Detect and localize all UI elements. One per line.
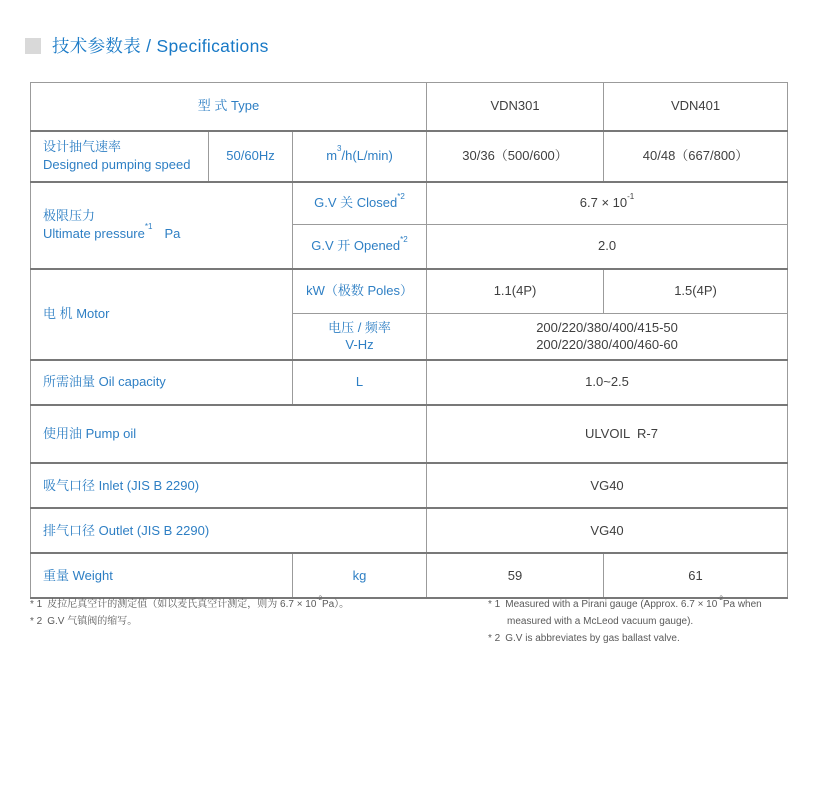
pumping-speed-label-en: Designed pumping speed (43, 157, 191, 172)
footnote-en-1-post: Pa when (722, 599, 762, 610)
motor-power-a-cell (427, 269, 604, 314)
footnote-ref-2: *2 (400, 234, 408, 244)
ultimate-pressure-label-cell (31, 182, 293, 269)
footnote-text (505, 596, 792, 613)
motor-power-b-cell (604, 269, 788, 314)
footnote-zh-1-post: Pa）。 (321, 599, 350, 610)
outlet-label: 排气口径 Outlet (JIS B 2290) (43, 522, 210, 538)
type-header-cell (31, 83, 427, 131)
footnote-ref-1: *1 (144, 222, 153, 232)
ultimate-pressure-en-text: Ultimate pressure (43, 226, 145, 241)
weight-unit: kg (352, 567, 367, 583)
gv-opened-value: 2.0 (597, 238, 617, 254)
gv-opened-label (311, 234, 408, 254)
inlet-label: 吸气口径 Inlet (JIS B 2290) (43, 477, 200, 493)
footnote-zh-2 (30, 613, 488, 630)
weight-value-b: 61 (688, 567, 703, 583)
motor-label: 电 机 Motor (43, 306, 110, 322)
weight-label-cell (31, 553, 293, 598)
gv-closed-text: G.V 关 Closed (314, 195, 398, 211)
footnote-en-2 (488, 630, 792, 647)
outlet-value: VG40 (590, 522, 624, 538)
row-pumping-speed (31, 131, 788, 182)
gv-opened-label-cell (293, 225, 427, 269)
motor-voltage-label-line2: V-Hz (345, 337, 374, 353)
weight-value-a: 59 (507, 567, 523, 583)
row-motor-power (31, 269, 788, 314)
pumping-speed-label-cell (31, 131, 209, 182)
footnote-en-1 (488, 596, 792, 613)
motor-power-label-cell (293, 269, 427, 314)
model-b-label: VDN401 (670, 98, 721, 114)
weight-value-b-cell (604, 553, 788, 598)
gv-closed-label-cell (293, 182, 427, 225)
motor-voltage-label-cell (293, 314, 427, 360)
gv-closed-label (314, 191, 405, 211)
pump-oil-label-cell (31, 405, 427, 464)
oil-capacity-label-cell (31, 360, 293, 405)
footnote-ref-2: *2 (397, 191, 405, 201)
motor-voltage-value-line1: 200/220/380/400/415-50 (536, 319, 678, 335)
pumping-speed-value-b: 40/48（667/800） (642, 148, 749, 164)
type-header-label: 型 式 Type (197, 98, 260, 114)
unit-base: m (326, 148, 338, 164)
section-title (25, 33, 269, 58)
motor-power-b: 1.5(4P) (674, 283, 717, 299)
pumping-speed-value-b-cell (604, 131, 788, 182)
pump-oil-value-cell (427, 405, 788, 464)
spec-table (30, 82, 788, 599)
outlet-value-cell (427, 508, 788, 553)
row-pump-oil (31, 405, 788, 464)
footnote-marker: * 1 (30, 599, 43, 610)
footnote-zh-1 (30, 596, 488, 613)
oil-capacity-label: 所需油量 Oil capacity (43, 374, 166, 390)
pumping-speed-unit-cell (293, 131, 427, 182)
motor-voltage-value-cell (427, 314, 788, 360)
pumping-speed-freq: 50/60Hz (226, 148, 275, 164)
weight-unit-cell (293, 553, 427, 598)
row-inlet (31, 463, 788, 508)
oil-capacity-value-cell (427, 360, 788, 405)
pump-oil-value: ULVOIL R-7 (585, 426, 658, 442)
row-outlet (31, 508, 788, 553)
model-a-cell (427, 83, 604, 131)
footnotes-chinese (30, 596, 488, 647)
gv-opened-value-cell (427, 225, 788, 269)
footnote-zh-1-exponent: -2 (316, 594, 322, 602)
oil-capacity-value: 1.0~2.5 (585, 374, 629, 390)
unit-rest: /h(L/min) (341, 148, 393, 164)
ultimate-pressure-label-en (43, 222, 286, 243)
gv-closed-value-base: 6.7 × 10 (579, 195, 628, 211)
motor-voltage-value-line2: 200/220/380/400/460-60 (536, 337, 678, 353)
row-type-header (31, 83, 788, 131)
footnotes-english (488, 596, 792, 647)
motor-power-a: 1.1(4P) (493, 283, 537, 299)
pumping-speed-unit (326, 144, 393, 164)
model-a-label: VDN301 (490, 98, 540, 114)
unit-superscript: 3 (337, 144, 342, 154)
row-weight (31, 553, 788, 598)
footnote-text: measured with a McLeod vacuum gauge). (507, 616, 694, 627)
weight-label: 重量 Weight (43, 567, 113, 583)
inlet-value: VG40 (590, 477, 624, 493)
footnotes (30, 596, 792, 647)
footnote-en-1-exponent: -2 (717, 594, 723, 602)
gv-closed-value-exponent: -1 (627, 191, 635, 201)
pumping-speed-value-a-cell (427, 131, 604, 182)
gv-closed-value (579, 191, 635, 211)
page-title: 技术参数表 / Specifications (52, 36, 269, 56)
inlet-value-cell (427, 463, 788, 508)
gv-closed-value-cell (427, 182, 788, 225)
footnote-marker: * 2 (30, 616, 43, 627)
footnote-marker: * 2 (488, 633, 501, 644)
footnote-en-1-pre: Measured with a Pirani gauge (Approx. 6.7 × 10 (505, 599, 718, 610)
pumping-speed-label-zh: 设计抽气速率 (43, 139, 122, 155)
row-oil-capacity (31, 360, 788, 405)
ultimate-pressure-unit: Pa (164, 226, 181, 241)
outlet-label-cell (31, 508, 427, 553)
footnote-text: G.V 气镇阀的缩写。 (47, 616, 138, 627)
pumping-speed-value-a: 30/36（500/600） (462, 148, 568, 164)
motor-label-cell (31, 269, 293, 360)
motor-voltage-label-line1: 电压 / 频率 (328, 319, 391, 335)
footnote-en-1-continued (488, 613, 792, 630)
inlet-label-cell (31, 463, 427, 508)
gv-opened-text: G.V 开 Opened (311, 238, 401, 254)
footnote-text (47, 596, 488, 613)
model-b-cell (604, 83, 788, 131)
oil-capacity-unit: L (355, 374, 364, 390)
footnote-text: G.V is abbreviates by gas ballast valve. (505, 633, 680, 644)
row-ultimate-pressure-closed (31, 182, 788, 225)
oil-capacity-unit-cell (293, 360, 427, 405)
square-bullet-icon (25, 38, 41, 54)
ultimate-pressure-label-zh: 极限压力 (43, 208, 96, 224)
weight-value-a-cell (427, 553, 604, 598)
motor-power-label: kW（极数 Poles） (306, 283, 413, 299)
pump-oil-label: 使用油 Pump oil (43, 426, 137, 442)
footnote-marker: * 1 (488, 599, 501, 610)
pumping-speed-freq-cell (209, 131, 293, 182)
footnote-zh-1-pre: 皮拉尼真空计的测定值（如以麦氏真空计测定，则为 6.7 × 10 (47, 599, 317, 610)
